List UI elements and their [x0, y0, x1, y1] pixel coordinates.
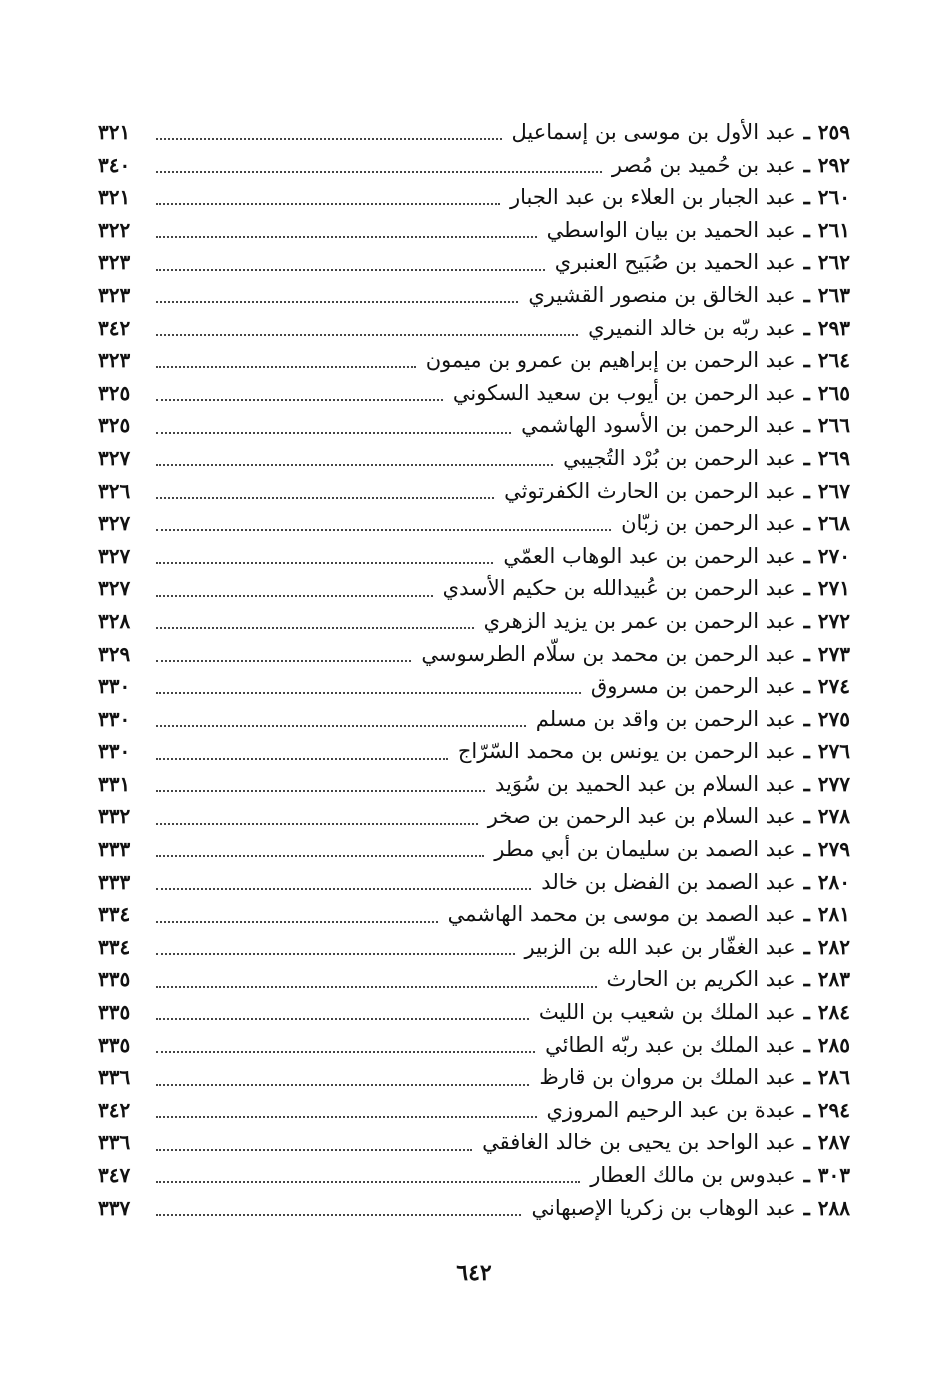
- index-entry: [98, 377, 850, 410]
- entry-number: ٢٦٦: [817, 413, 850, 438]
- entry-page-ref: ٣٤٠: [98, 152, 131, 177]
- index-entry: [98, 800, 850, 833]
- entry-separator: ـ: [803, 966, 810, 992]
- entry-number: ٢٥٩: [817, 120, 850, 144]
- index-entry: [98, 572, 850, 605]
- index-entry: [98, 116, 850, 149]
- dot-leader: [156, 627, 474, 629]
- dot-leader: [156, 236, 537, 238]
- entry-page-ref: ٣٣٠: [98, 674, 131, 699]
- entry-page-ref: ٣٢٦: [98, 478, 131, 503]
- entry-page-ref: ٣٢٧: [98, 576, 131, 601]
- entry-page-ref: ٣٢٢: [98, 217, 131, 242]
- entry-number: ٢٧٥: [817, 706, 850, 731]
- dot-leader: [156, 725, 526, 727]
- entry-name: عبد الرحمن بن عُبيدالله بن حكيم الأسدي: [442, 576, 796, 601]
- entry-separator: ـ: [803, 184, 810, 210]
- index-entry: [98, 931, 850, 964]
- dot-leader: [156, 171, 602, 173]
- entry-page-ref: ٣٢٧: [98, 445, 131, 470]
- entry-number: ٢٨٦: [817, 1065, 850, 1090]
- entry-name: عبد الرحمن بن الأسود الهاشمي: [521, 413, 796, 438]
- entry-name: عبد الصمد بن الفضل بن خالد: [541, 869, 796, 894]
- dot-leader: [156, 758, 448, 760]
- entry-separator: ـ: [803, 1031, 810, 1057]
- entry-name: عبد الرحمن بن أيوب بن سعيد السكوني: [452, 380, 796, 405]
- entry-page-ref: ٣٣٧: [98, 1195, 131, 1220]
- entry-number: ٢٧٩: [817, 837, 850, 862]
- entry-separator: ـ: [803, 151, 810, 177]
- entry-name: عبد الأول بن موسى بن إسماعيل: [511, 120, 796, 144]
- entry-name: عبد الرحمن بن عبد الوهاب العمّي: [503, 543, 796, 568]
- entry-number: ٢٩٣: [817, 315, 850, 340]
- entry-number: ٢٨٧: [817, 1130, 850, 1155]
- entry-separator: ـ: [803, 249, 810, 275]
- entry-page-ref: ٣٣٥: [98, 1032, 131, 1057]
- entry-separator: ـ: [803, 836, 810, 862]
- entry-separator: ـ: [803, 281, 810, 307]
- index-entry: [98, 540, 850, 573]
- entry-separator: ـ: [803, 1129, 810, 1155]
- entry-page-ref: ٣٤٧: [98, 1163, 131, 1187]
- index-entry: [98, 279, 850, 312]
- entry-page-ref: ٣٣٤: [98, 902, 131, 927]
- entry-name: عبد السلام بن عبد الحميد بن سُوَيد: [495, 771, 796, 796]
- index-entry: [98, 475, 850, 508]
- entry-name: عبدة بن عبد الرحيم المروزي: [546, 1097, 796, 1122]
- dot-leader: [156, 953, 515, 955]
- index-entry: [98, 214, 850, 247]
- entry-separator: ـ: [803, 542, 810, 568]
- entry-separator: ـ: [803, 868, 810, 894]
- entry-page-ref: ٣٣٣: [98, 837, 131, 862]
- dot-leader: [156, 464, 553, 466]
- dot-leader: [156, 529, 611, 531]
- index-entry: [98, 1029, 850, 1062]
- index-entry: [98, 833, 850, 866]
- entry-name: عبد الرحمن بن بُرْد التُجيبي: [563, 445, 796, 470]
- entry-name: عبد الملك بن مروان بن قارظ: [539, 1065, 796, 1090]
- entry-separator: ـ: [803, 1194, 810, 1220]
- dot-leader: [156, 334, 578, 336]
- entry-separator: ـ: [803, 412, 810, 438]
- dot-leader: [156, 660, 411, 662]
- entry-page-ref: ٣٣٥: [98, 1000, 131, 1025]
- entry-number: ٢٦٢: [817, 250, 850, 275]
- entry-separator: ـ: [803, 1096, 810, 1122]
- entry-name: عبد الرحمن بن مسروق: [590, 674, 796, 699]
- entry-separator: ـ: [803, 999, 810, 1025]
- entry-number: ٢٩٤: [817, 1097, 850, 1122]
- entry-page-ref: ٣٣٦: [98, 1065, 131, 1090]
- entry-separator: ـ: [803, 803, 810, 829]
- entry-separator: ـ: [803, 1162, 810, 1187]
- entry-name: عبد الملك بن شعيب بن الليث: [538, 1000, 796, 1025]
- entry-separator: ـ: [803, 444, 810, 470]
- entry-name: عبد الرحمن بن محمد بن سلّام الطرسوسي: [421, 641, 796, 666]
- entry-page-ref: ٣٣٥: [98, 967, 131, 992]
- entry-page-ref: ٣٢٣: [98, 250, 131, 275]
- entry-page-ref: ٣٣٦: [98, 1130, 131, 1155]
- index-list: [98, 116, 850, 1224]
- index-entry: [98, 605, 850, 638]
- dot-leader: [156, 888, 531, 890]
- dot-leader: [156, 138, 502, 140]
- entry-page-ref: ٣٣٠: [98, 739, 131, 764]
- entry-page-ref: ٣٣٠: [98, 706, 131, 731]
- entry-name: عبد الرحمن بن يونس بن محمد السّرّاج: [457, 739, 796, 764]
- dot-leader: [156, 1214, 521, 1216]
- dot-leader: [156, 562, 493, 564]
- dot-leader: [156, 855, 484, 857]
- entry-number: ٢٧٤: [817, 674, 850, 699]
- index-entry: [98, 996, 850, 1029]
- dot-leader: [156, 823, 478, 825]
- entry-name: عبد الوهاب بن زكريا الإصبهاني: [531, 1195, 796, 1220]
- dot-leader: [156, 921, 438, 923]
- index-entry: [98, 1061, 850, 1094]
- dot-leader: [156, 1149, 472, 1151]
- entry-name: عبد الصمد بن موسى بن محمد الهاشمي: [447, 902, 796, 927]
- entry-separator: ـ: [803, 901, 810, 927]
- entry-separator: ـ: [803, 314, 810, 340]
- dot-leader: [156, 692, 581, 694]
- entry-name: عبد ربّه بن خالد النميري: [588, 315, 796, 340]
- entry-page-ref: ٣٤٢: [98, 315, 131, 340]
- dot-leader: [156, 1116, 537, 1118]
- entry-name: عبد الصمد بن سليمان بن أبي مطر: [494, 837, 796, 862]
- entry-name: عبد الرحمن بن عمر بن يزيد الزهري: [483, 608, 796, 633]
- entry-number: ٢٨٥: [817, 1032, 850, 1057]
- entry-separator: ـ: [803, 933, 810, 959]
- entry-number: ٢٧١: [817, 576, 850, 601]
- entry-number: ٢٦١: [817, 217, 850, 242]
- entry-number: ٢٨٣: [817, 967, 850, 992]
- dot-leader: [156, 399, 443, 401]
- entry-name: عبد الغفّار بن عبد الله بن الزبير: [524, 934, 796, 959]
- index-entry: [98, 1094, 850, 1127]
- index-entry: [98, 442, 850, 475]
- entry-page-ref: ٣٢٥: [98, 380, 131, 405]
- entry-page-ref: ٣٢١: [98, 120, 131, 144]
- dot-leader: [156, 203, 500, 205]
- entry-separator: ـ: [803, 738, 810, 764]
- entry-number: ٢٦٨: [817, 511, 850, 536]
- entry-number: ٣٠٣: [817, 1163, 850, 1187]
- entry-page-ref: ٣٢٧: [98, 543, 131, 568]
- entry-separator: ـ: [803, 705, 810, 731]
- index-entry: [98, 1159, 850, 1192]
- entry-page-ref: ٣٢٥: [98, 413, 131, 438]
- entry-separator: ـ: [803, 510, 810, 536]
- index-entry: [98, 409, 850, 442]
- entry-number: ٢٧٦: [817, 739, 850, 764]
- entry-page-ref: ٣٣١: [98, 771, 131, 796]
- index-entry: [98, 898, 850, 931]
- index-entry: [98, 670, 850, 703]
- dot-leader: [156, 301, 518, 303]
- entry-number: ٢٧٨: [817, 804, 850, 829]
- dot-leader: [156, 986, 597, 988]
- entry-number: ٢٨٨: [817, 1195, 850, 1220]
- dot-leader: [156, 790, 485, 792]
- entry-number: ٢٧٣: [817, 641, 850, 666]
- entry-number: ٢٦٩: [817, 445, 850, 470]
- index-entry: [98, 703, 850, 736]
- entry-name: عبد بن حُميد بن مُصر: [611, 152, 796, 177]
- entry-separator: ـ: [803, 607, 810, 633]
- entry-separator: ـ: [803, 119, 810, 144]
- dot-leader: [156, 269, 545, 271]
- index-entry: [98, 507, 850, 540]
- index-entry: [98, 866, 850, 899]
- entry-name: عبد الكريم بن الحارث: [606, 967, 796, 992]
- index-entry: [98, 638, 850, 671]
- entry-page-ref: ٣٢٨: [98, 608, 131, 633]
- index-entry: [98, 963, 850, 996]
- entry-separator: ـ: [803, 477, 810, 503]
- entry-separator: ـ: [803, 575, 810, 601]
- entry-name: عبد الحميد بن بيان الواسطي: [546, 217, 796, 242]
- entry-name: عبد الرحمن بن واقد بن مسلم: [535, 706, 796, 731]
- entry-page-ref: ٣٣٣: [98, 869, 131, 894]
- dot-leader: [156, 366, 416, 368]
- entry-name: عبد الواحد بن يحيى بن خالد الغافقي: [482, 1130, 796, 1155]
- dot-leader: [156, 1084, 529, 1086]
- entry-page-ref: ٣٢٣: [98, 348, 131, 373]
- entry-separator: ـ: [803, 640, 810, 666]
- entry-separator: ـ: [803, 216, 810, 242]
- index-entry: [98, 181, 850, 214]
- entry-page-ref: ٣٣٤: [98, 934, 131, 959]
- dot-leader: [156, 1051, 535, 1053]
- index-entry: [98, 344, 850, 377]
- entry-number: ٢٧٠: [817, 543, 850, 568]
- entry-number: ٢٦٥: [817, 380, 850, 405]
- dot-leader: [156, 497, 494, 499]
- index-entry: [98, 1192, 850, 1225]
- index-entry: [98, 768, 850, 801]
- entry-number: ٢٩٢: [817, 152, 850, 177]
- index-entry: [98, 735, 850, 768]
- entry-number: ٢٨٢: [817, 934, 850, 959]
- entry-number: ٢٦٣: [817, 282, 850, 307]
- entry-separator: ـ: [803, 379, 810, 405]
- page-number: ٦٤٢: [456, 1260, 492, 1286]
- entry-name: عبد الجبار بن العلاء بن عبد الجبار: [510, 185, 796, 210]
- entry-page-ref: ٣٢٧: [98, 511, 131, 536]
- index-entry: [98, 1126, 850, 1159]
- entry-name: عبد الرحمن بن زبّان: [621, 511, 796, 536]
- entry-page-ref: ٣٣٢: [98, 804, 131, 829]
- entry-page-ref: ٣٢٣: [98, 282, 131, 307]
- index-entry: [98, 246, 850, 279]
- entry-number: ٢٨٠: [817, 869, 850, 894]
- entry-name: عبد الرحمن بن إبراهيم بن عمرو بن ميمون: [425, 348, 796, 373]
- entry-separator: ـ: [803, 673, 810, 699]
- index-entry: [98, 312, 850, 345]
- entry-page-ref: ٣٤٢: [98, 1097, 131, 1122]
- entry-name: عبد السلام بن عبد الرحمن بن صخر: [487, 804, 796, 829]
- index-entry: [98, 149, 850, 182]
- entry-number: ٢٨١: [817, 902, 850, 927]
- entry-separator: ـ: [803, 1064, 810, 1090]
- entry-number: ٢٦٤: [817, 348, 850, 373]
- dot-leader: [156, 1181, 580, 1183]
- entry-number: ٢٦٧: [817, 478, 850, 503]
- entry-name: عبد الرحمن بن الحارث الكفرتوثي: [504, 478, 796, 503]
- dot-leader: [156, 595, 433, 597]
- entry-name: عبد الملك بن عبد ربّه الطائي: [545, 1032, 796, 1057]
- entry-number: ٢٧٧: [817, 771, 850, 796]
- entry-number: ٢٧٢: [817, 608, 850, 633]
- entry-number: ٢٨٤: [817, 1000, 850, 1025]
- dot-leader: [156, 1018, 529, 1020]
- entry-name: عبدوس بن مالك العطار: [590, 1163, 796, 1187]
- entry-name: عبد الخالق بن منصور القشيري: [528, 282, 796, 307]
- entry-name: عبد الحميد بن صُبَيح العنبري: [554, 250, 796, 275]
- entry-number: ٢٦٠: [817, 185, 850, 210]
- dot-leader: [156, 432, 511, 434]
- entry-page-ref: ٣٢٩: [98, 641, 131, 666]
- entry-separator: ـ: [803, 770, 810, 796]
- entry-page-ref: ٣٢١: [98, 185, 131, 210]
- entry-separator: ـ: [803, 347, 810, 373]
